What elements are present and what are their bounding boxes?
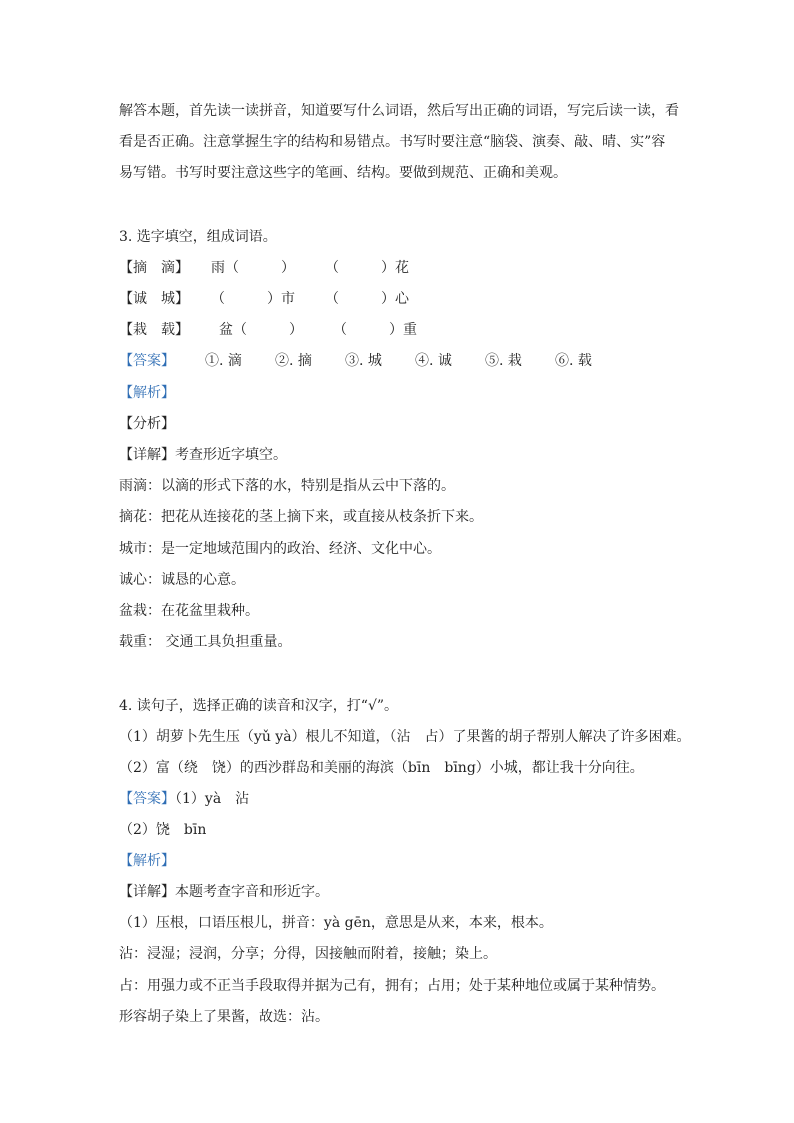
q4-answer-1: （1）yà 沾 [175,791,250,807]
q4-detail-tag: 【详解】 [119,884,175,900]
q3-answer-6: ⑥. 载 [555,353,592,369]
q4-answer-tag: 【答案】 [119,791,175,807]
q3-row-3-blank1: 盆（ ） [219,322,303,338]
intro-line-1: 解答本题，首先读一读拼音，知道要写什么词语，然后写出正确的词语，写完后读一读，看 [119,103,679,119]
q3-row-2 [119,289,459,309]
q3-explanation-6: 载重： 交通工具负担重量。 [119,634,292,650]
q3-detail-text: 考查形近字填空。 [175,447,287,463]
q3-answer-row [119,351,619,371]
q3-answer-tag: 【答案】 [119,353,175,369]
q3-answer-4: ④. 诚 [415,353,452,369]
q3-explanation-2: 摘花：把花从连接花的茎上摘下来，或直接从枝条折下来。 [119,509,483,525]
q3-row-2-blank2: （ ）心 [325,291,409,307]
q3-answer-5: ⑤. 栽 [485,353,522,369]
q3-explanation-3: 城市：是一定地域范围内的政治、经济、文化中心。 [119,541,441,557]
q4-explanation-2: 沾：浸湿；浸润，分享；分得，因接触而附着，接触；染上。 [119,946,497,962]
q4-analysis-tag: 【解析】 [119,853,175,869]
q3-row-3 [119,320,459,340]
q4-detail-text: 本题考查字音和形近字。 [175,884,329,900]
q3-row-1 [119,258,459,278]
intro-line-2: 看是否正确。注意掌握生字的结构和易错点。书写时要注意“脑袋、演奏、敲、晴、实”容 [119,134,666,150]
q4-answer-line-1 [119,789,249,809]
q3-fenxi-tag: 【分析】 [119,416,175,432]
q3-detail-line [119,445,287,465]
q3-answer-2: ②. 摘 [275,353,312,369]
q4-answer-line-2: （2）饶 bīn [119,822,207,838]
q3-row-1-blank2: （ ）花 [325,260,409,276]
q3-row-2-blank1: （ ）市 [211,291,295,307]
q4-title: 4. 读句子，选择正确的读音和汉字，打“√”。 [119,698,399,714]
q3-row-1-pair: 【摘 滴】 [119,260,189,276]
intro-line-3: 易写错。书写时要注意这些字的笔画、结构。要做到规范、正确和美观。 [119,165,567,181]
q4-explanation-4: 形容胡子染上了果酱，故选：沾。 [119,1009,329,1025]
q3-answer-1: ①. 滴 [205,353,242,369]
q3-row-1-blank1: 雨（ ） [211,260,295,276]
q3-answer-3: ③. 城 [345,353,382,369]
q4-detail-line [119,882,329,902]
q4-sentence-1: （1）胡萝卜先生压（yǔ yà）根儿不知道，（沾 占）了果酱的胡子帮别人解决了许多困难。 [119,729,691,745]
q3-row-2-pair: 【诚 城】 [119,291,189,307]
q3-title: 3. 选字填空，组成词语。 [119,229,277,245]
q4-explanation-1: （1）压根，口语压根儿，拼音：yà gēn，意思是从来，本来，根本。 [119,915,553,931]
q3-row-3-pair: 【栽 载】 [119,322,189,338]
q4-sentence-2: （2）富（绕 饶）的西沙群岛和美丽的海滨（bīn bīng）小城，都让我十分向往。 [119,760,644,776]
q3-explanation-4: 诚心：诚恳的心意。 [119,572,245,588]
q4-explanation-3: 占：用强力或不正当手段取得并据为己有，拥有；占用；处于某种地位或属于某种情势。 [119,978,665,994]
q3-detail-tag: 【详解】 [119,447,175,463]
q3-row-3-blank2: （ ）重 [333,322,417,338]
q3-explanation-5: 盆栽：在花盆里栽种。 [119,603,259,619]
q3-explanation-1: 雨滴：以滴的形式下落的水，特别是指从云中下落的。 [119,478,455,494]
q3-analysis-tag: 【解析】 [119,385,175,401]
